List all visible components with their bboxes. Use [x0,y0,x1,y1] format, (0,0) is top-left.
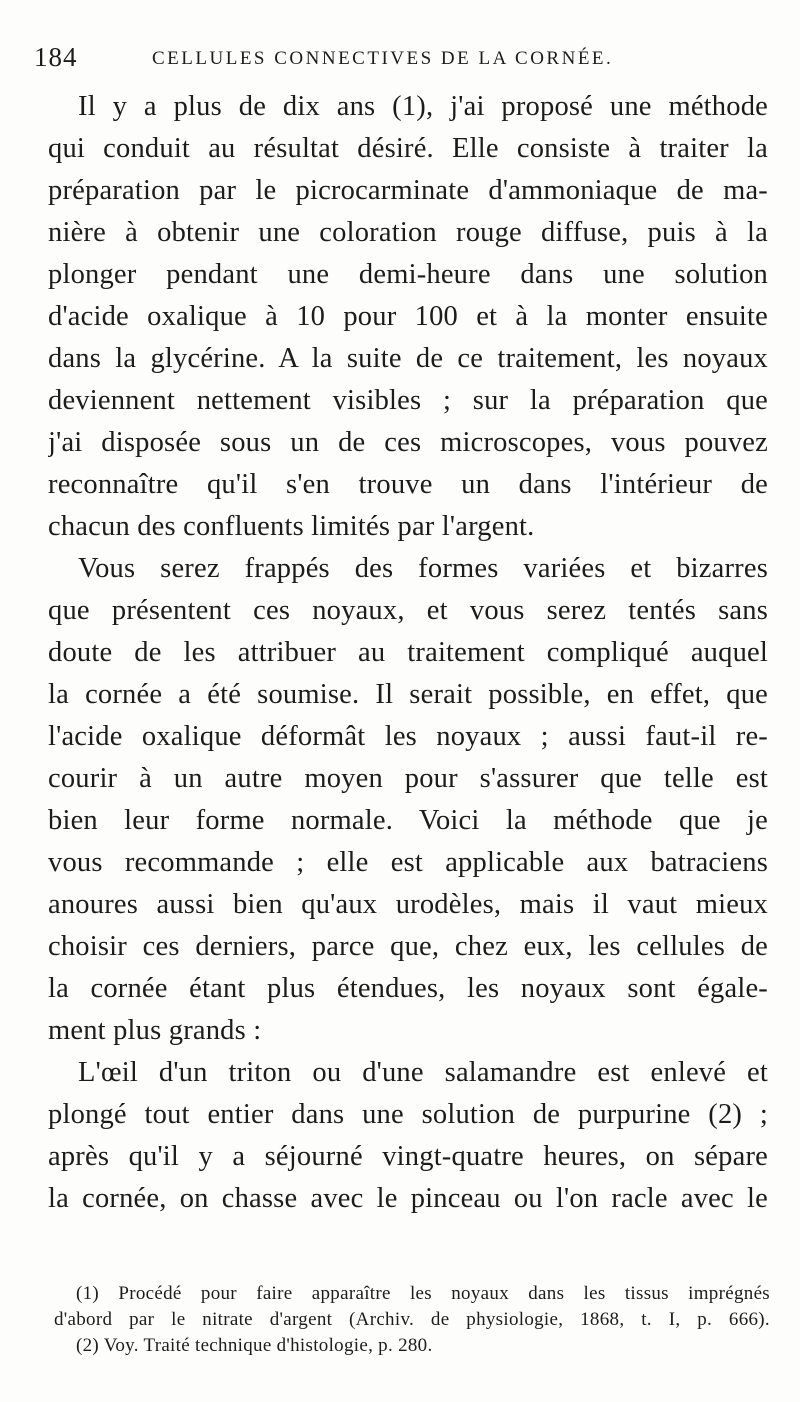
text-line: la cornée a été soumise. Il serait possible, en effet, que [48,679,768,710]
text-line: courir à un autre moyen pour s'assurer que telle est [48,763,768,794]
text-line: préparation par le picrocarminate d'ammoniaque de ma- [48,175,768,206]
text-line: L'œil d'un triton ou d'une salamandre est enlevé et [78,1057,768,1088]
text-line: nière à obtenir une coloration rouge diffuse, puis à la [48,217,768,248]
text-line: que présentent ces noyaux, et vous serez tentés sans [48,595,768,626]
text-line: deviennent nettement visibles ; sur la préparation que [48,385,768,416]
text-line: vous recommande ; elle est applicable aux batraciens [48,847,768,878]
text-line: dans la glycérine. A la suite de ce traitement, les noyaux [48,343,768,374]
running-head: CELLULES CONNECTIVES DE LA CORNÉE. [152,48,614,69]
text-line: plongé tout entier dans une solution de purpurine (2) ; [48,1099,768,1130]
text-line: chacun des confluents limités par l'argent. [48,511,535,542]
paragraph-1 [48,86,768,548]
text-line: anoures aussi bien qu'aux urodèles, mais il vaut mieux [48,889,768,920]
text-line: choisir ces derniers, parce que, chez eux, les cellules de [48,931,768,962]
text-line: ment plus grands : [48,1015,262,1046]
footnote-1 [54,1281,770,1333]
text-line: la cornée, on chasse avec le pinceau ou l'on racle avec le [48,1183,768,1214]
text-line: qui conduit au résultat désiré. Elle consiste à traiter la [48,133,768,164]
text-line: Vous serez frappés des formes variées et bizarres [78,553,768,584]
footnote-line: d'abord par le nitrate d'argent (Archiv. de physiologie, 1868, t. I, p. 666). [54,1309,770,1330]
paragraph-2 [48,548,768,1052]
footnote-2 [58,1333,770,1359]
text-line: j'ai disposée sous un de ces microscopes, vous pouvez [48,427,768,458]
text-line: la cornée étant plus étendues, les noyaux sont égale- [48,973,768,1004]
text-line: doute de les attribuer au traitement compliqué auquel [48,637,768,668]
text-line: plonger pendant une demi-heure dans une solution [48,259,768,290]
footnote-line: (2) Voy. Traité technique d'histologie, p. 280. [76,1335,433,1356]
footnotes [54,1281,770,1359]
text-line: Il y a plus de dix ans (1), j'ai proposé une méthode [78,91,768,122]
text-line: après qu'il y a séjourné vingt-quatre heures, on sépare [48,1141,768,1172]
footnote-line: (1) Procédé pour faire apparaître les noyaux dans les tissus imprégnés [76,1283,770,1304]
text-line: d'acide oxalique à 10 pour 100 et à la monter ensuite [48,301,768,332]
page-header [34,40,754,80]
paragraph-3 [48,1052,768,1220]
page-number: 184 [34,42,78,72]
text-line: l'acide oxalique déformât les noyaux ; aussi faut-il re- [48,721,768,752]
text-line: bien leur forme normale. Voici la méthode que je [48,805,768,836]
body-text [48,86,768,1220]
text-line: reconnaître qu'il s'en trouve un dans l'intérieur de [48,469,768,500]
